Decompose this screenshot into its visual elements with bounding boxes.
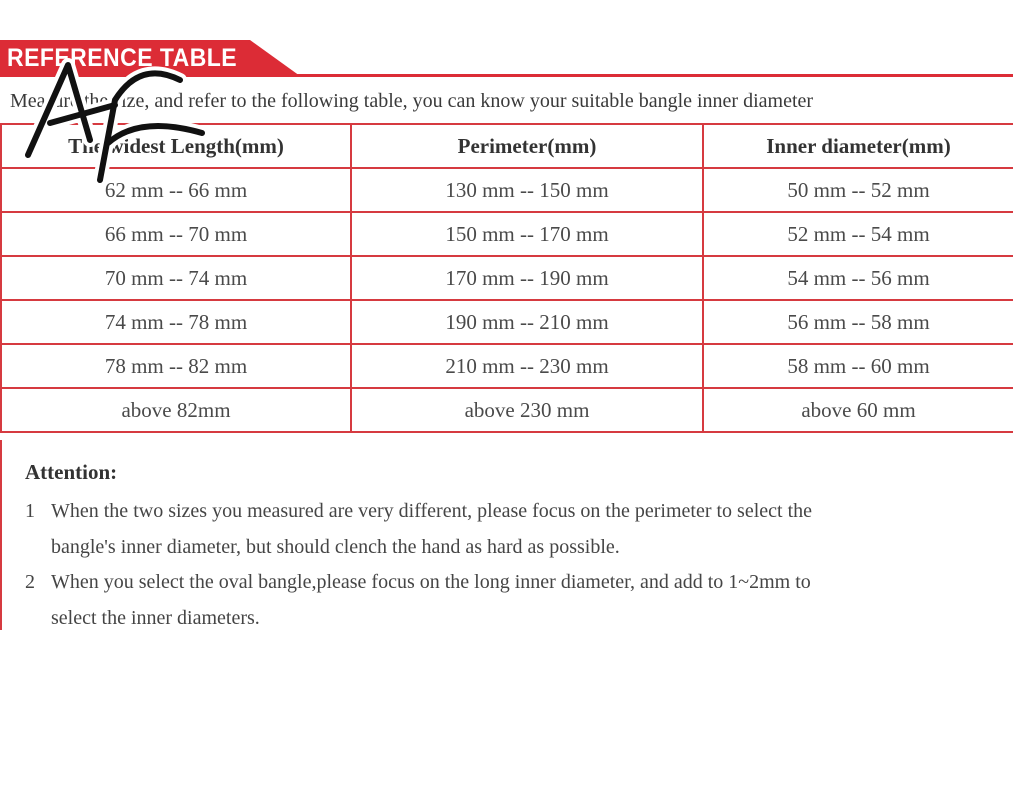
- table-cell: above 230 mm: [351, 388, 703, 432]
- table-cell: 52 mm -- 54 mm: [703, 212, 1013, 256]
- table-row: [1, 212, 1013, 256]
- table-row: [1, 388, 1013, 432]
- column-header-inner-diameter: Inner diameter(mm): [703, 124, 1013, 168]
- table-cell: above 60 mm: [703, 388, 1013, 432]
- table-cell: 74 mm -- 78 mm: [1, 300, 351, 344]
- note-number: 1: [25, 500, 35, 522]
- attention-note-2: [25, 564, 1010, 636]
- table-cell: 150 mm -- 170 mm: [351, 212, 703, 256]
- note-text-line: When the two sizes you measured are very different, please focus on the perimeter to select the: [51, 500, 812, 522]
- table-cell: 66 mm -- 70 mm: [1, 212, 351, 256]
- table-cell: 62 mm -- 66 mm: [1, 168, 351, 212]
- attention-note-1: [25, 493, 1010, 565]
- note-text-line: When you select the oval bangle,please focus on the long inner diameter, and add to 1~2mm to: [51, 571, 811, 593]
- note-text-continuation: bangle's inner diameter, but should clench the hand as hard as possible.: [51, 536, 620, 558]
- table-cell: 50 mm -- 52 mm: [703, 168, 1013, 212]
- table-cell: 56 mm -- 58 mm: [703, 300, 1013, 344]
- column-header-perimeter: Perimeter(mm): [351, 124, 703, 168]
- note-number: 2: [25, 571, 35, 593]
- table-row: [1, 344, 1013, 388]
- table-cell: 54 mm -- 56 mm: [703, 256, 1013, 300]
- table-row: [1, 256, 1013, 300]
- reference-table-title: REFERENCE TABLE: [7, 44, 238, 72]
- table-row: [1, 300, 1013, 344]
- table-cell: 130 mm -- 150 mm: [351, 168, 703, 212]
- table-cell: 78 mm -- 82 mm: [1, 344, 351, 388]
- intro-text: Measure the size, and refer to the following table, you can know your suitable bangle inner diameter: [10, 90, 814, 112]
- table-cell: 70 mm -- 74 mm: [1, 256, 351, 300]
- note-text-continuation: select the inner diameters.: [51, 607, 260, 629]
- af-monogram-logo-icon: [20, 55, 215, 185]
- left-border-line: [0, 440, 2, 630]
- table-cell: 170 mm -- 190 mm: [351, 256, 703, 300]
- column-header-widest-length: The widest Length(mm): [1, 124, 351, 168]
- table-cell: 58 mm -- 60 mm: [703, 344, 1013, 388]
- table-cell: 210 mm -- 230 mm: [351, 344, 703, 388]
- table-cell: 190 mm -- 210 mm: [351, 300, 703, 344]
- attention-heading: Attention:: [25, 460, 118, 484]
- table-cell: above 82mm: [1, 388, 351, 432]
